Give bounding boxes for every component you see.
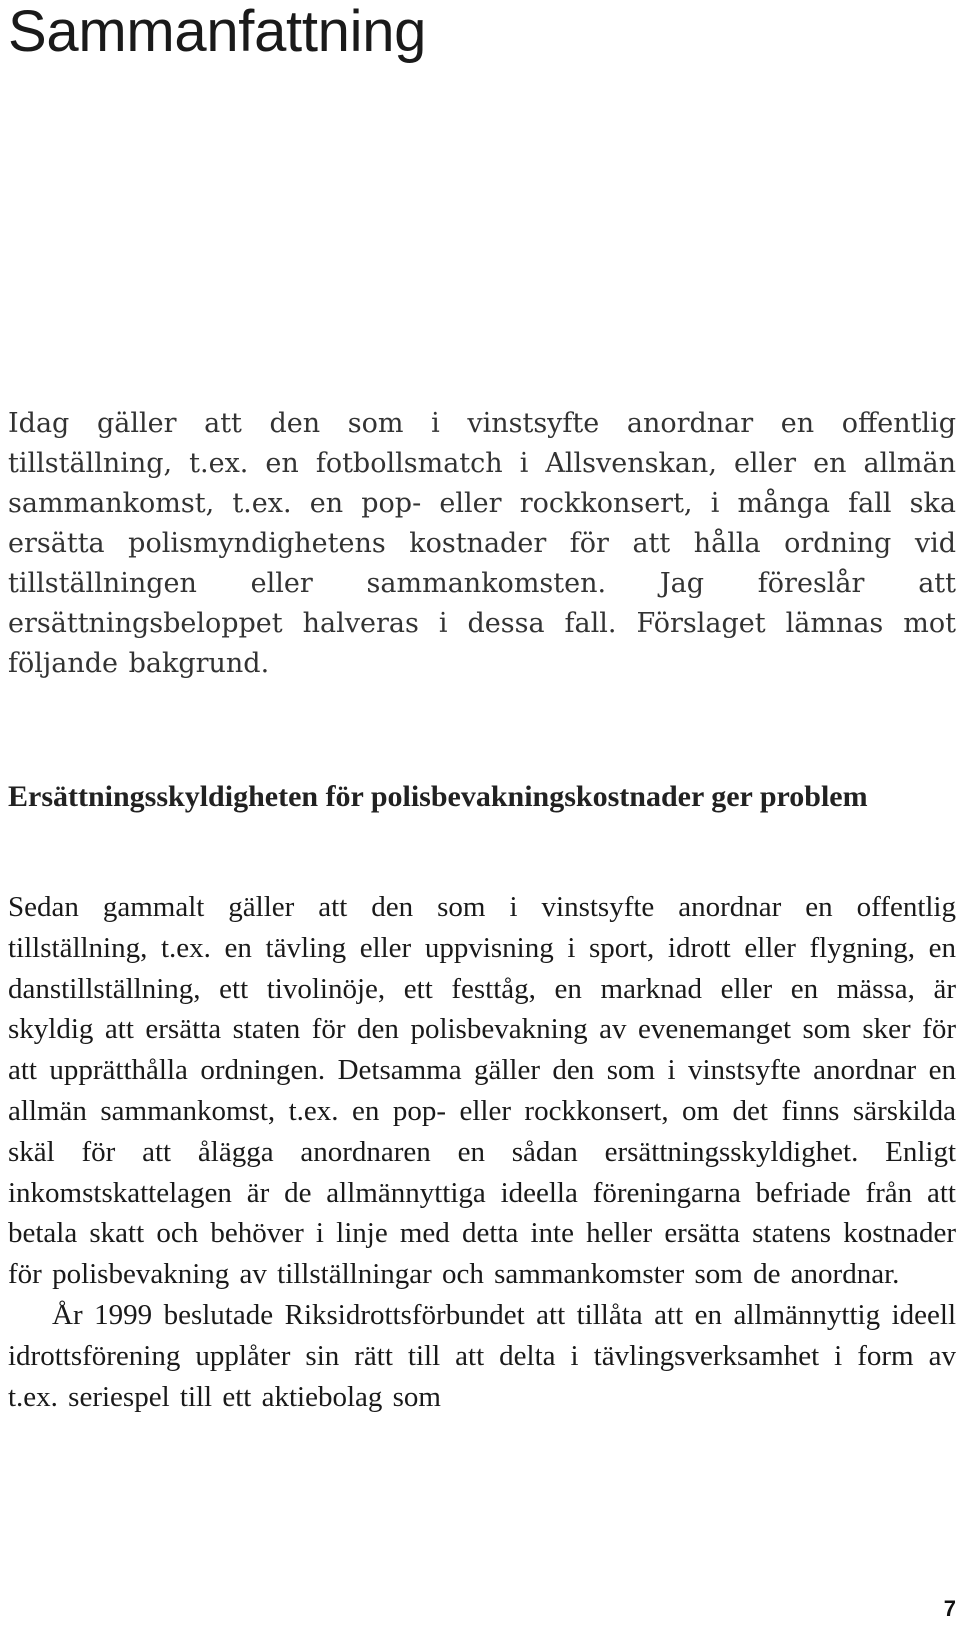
body-paragraph-1: Sedan gammalt gäller att den som i vinstsyfte anordnar en offentlig tillställning, t.ex. en tävling eller uppvisning i sport, idrott eller flygning, en danstillställning, ett tivolinöje, ett festtåg, en marknad eller en mässa, är skyldig att ersätta staten för den polisbevakning av evenemanget som sker för att upprätthålla ordningen. Detsamma gäller den som i vinstsyfte anordnar en allmän sammankomst, t.ex. en pop- eller rockkonsert, om det finns särskilda skäl för att ålägga anordnaren en sådan ersättningsskyldighet. Enligt inkomstskattelagen är de allmännyttiga ideella föreningarna befriade från att betala skatt och behöver i linje med detta inte heller ersätta statens kostnader för polisbevakning av tillställningar och sammankomster som de anordnar.	[8, 891, 956, 1291]
section-body	[8, 887, 956, 1417]
summary-paragraph: Idag gäller att den som i vinstsyfte anordnar en offentlig tillställning, t.ex. en fotbollsmatch i Allsvenskan, eller en allmän sammankomst, t.ex. en pop- eller rockkonsert, i många fall ska ersätta polismyndighetens kostnader för att hålla ordning vid tillställningen eller sammankomsten. Jag föreslår att ersättningsbeloppet halveras i dessa fall. Förslaget lämnas mot följande bakgrund.	[8, 408, 956, 679]
page-number: 7	[943, 1596, 956, 1621]
page-title: Sammanfattning	[8, 0, 427, 64]
body-paragraph-2: År 1999 beslutade Riksidrottsförbundet att tillåta att en allmännyttig ideell idrottsförening upplåter sin rätt till att delta i tävlingsverksamhet i form av t.ex. seriespel till ett aktiebolag som	[8, 1298, 956, 1413]
section-heading: Ersättningsskyldigheten för polisbevakningskostnader ger problem	[8, 780, 868, 813]
